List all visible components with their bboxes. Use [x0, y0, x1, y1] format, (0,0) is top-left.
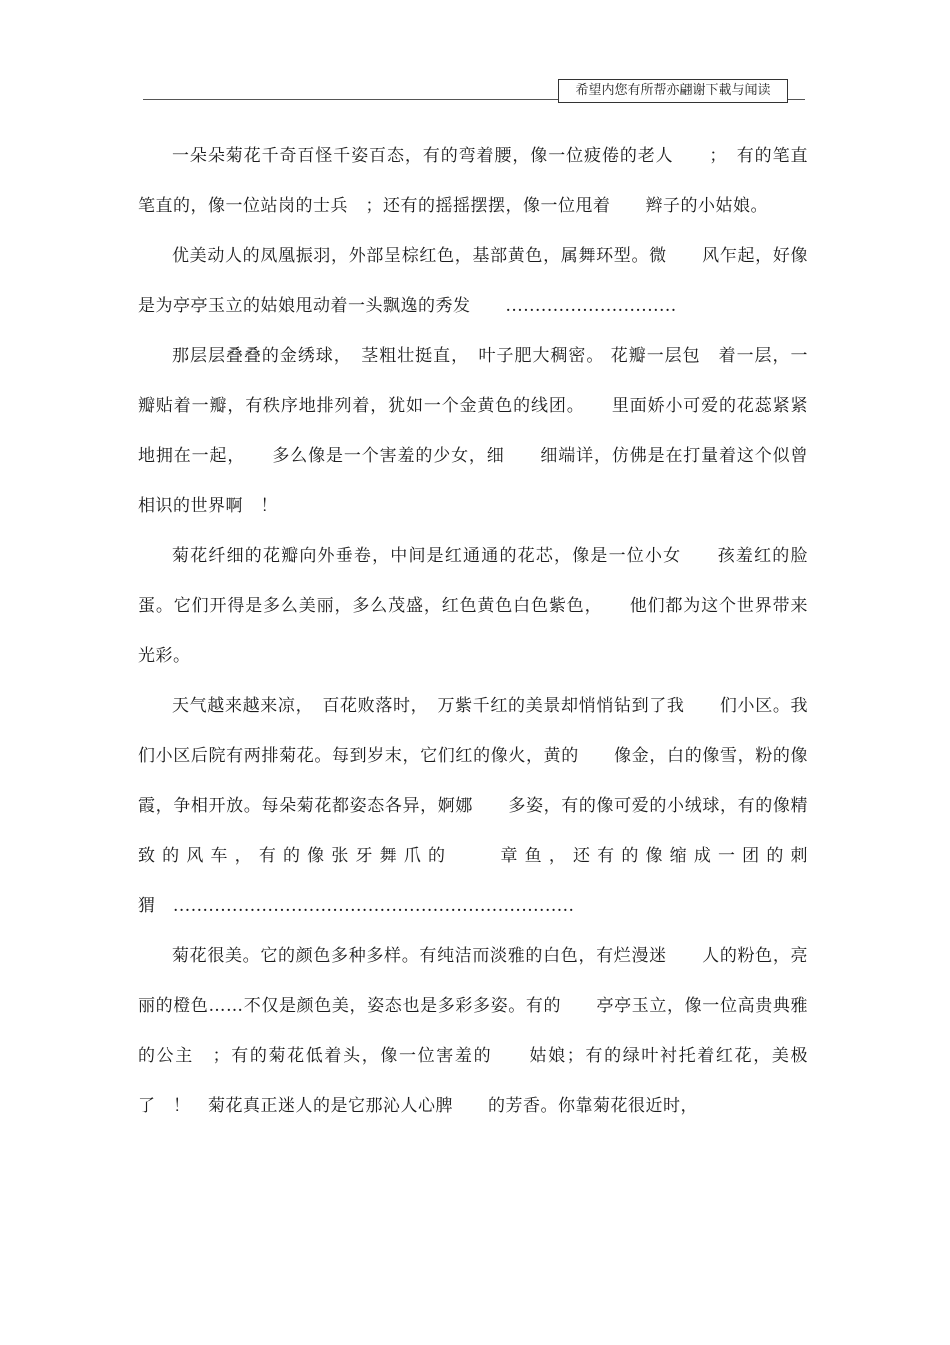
paragraph-3: 那层层叠叠的金绣球， 茎粗壮挺直， 叶子肥大稠密。 花瓣一层包 着一层，一瓣贴着一瓣，有秩序地排列着，犹如一个金黄色的线团。 里面娇小可爱的花蕊紧紧地拥在一起， 多么像是一个害羞的少女，细 细端详，仿佛是在打量着这个似曾相识的世界啊 ！ — [138, 346, 808, 516]
paragraph-4: 菊花纤细的花瓣向外垂卷，中间是红通通的花芯，像是一位小女 孩羞红的脸蛋。它们开得是多么美丽，多么茂盛，红色黄色白色紫色， 他们都为这个世界带来光彩。 — [138, 546, 808, 666]
header-note: 希望内您有所帮亦翩谢下載与闻读 — [558, 79, 788, 103]
document-body — [138, 131, 808, 1131]
paragraph-1: 一朵朵菊花千奇百怪千姿百态，有的弯着腰，像一位疲倦的老人 ； 有的笔直笔直的，像一位站岗的士兵 ；还有的摇摇摆摆，像一位甩着 辫子的小姑娘。 — [138, 146, 808, 216]
paragraph-5: 天气越来越来凉， 百花败落时， 万紫千红的美景却悄悄钻到了我 们小区。我们小区后院有两排菊花。每到岁末，它们红的像火，黄的 像金，白的像雪，粉的像霞，争相开放。每朵菊花都姿态各异，婀娜 多姿，有的像可爱的小绒球，有的像精致的风车，有的像张牙舞爪的 章鱼，还有的像缩成一团的刺猬 .................................................................... — [138, 696, 808, 916]
paragraph-6: 菊花很美。它的颜色多种多样。有纯洁而淡雅的白色，有烂漫迷 人的粉色，亮丽的橙色……不仅是颜色美，姿态也是多彩多姿。有的 亭亭玉立，像一位高贵典雅的公主 ；有的菊花低着头，像一位害羞的 姑娘；有的绿叶衬托着红花，美极了 ！ 菊花真正迷人的是它那沁人心脾 的芳香。你靠菊花很近时， — [138, 946, 808, 1116]
paragraph-2: 优美动人的凤凰振羽，外部呈棕红色，基部黄色，属舞环型。微 风乍起，好像是为亭亭玉立的姑娘甩动着一头飘逸的秀发 ............................. — [138, 246, 808, 316]
